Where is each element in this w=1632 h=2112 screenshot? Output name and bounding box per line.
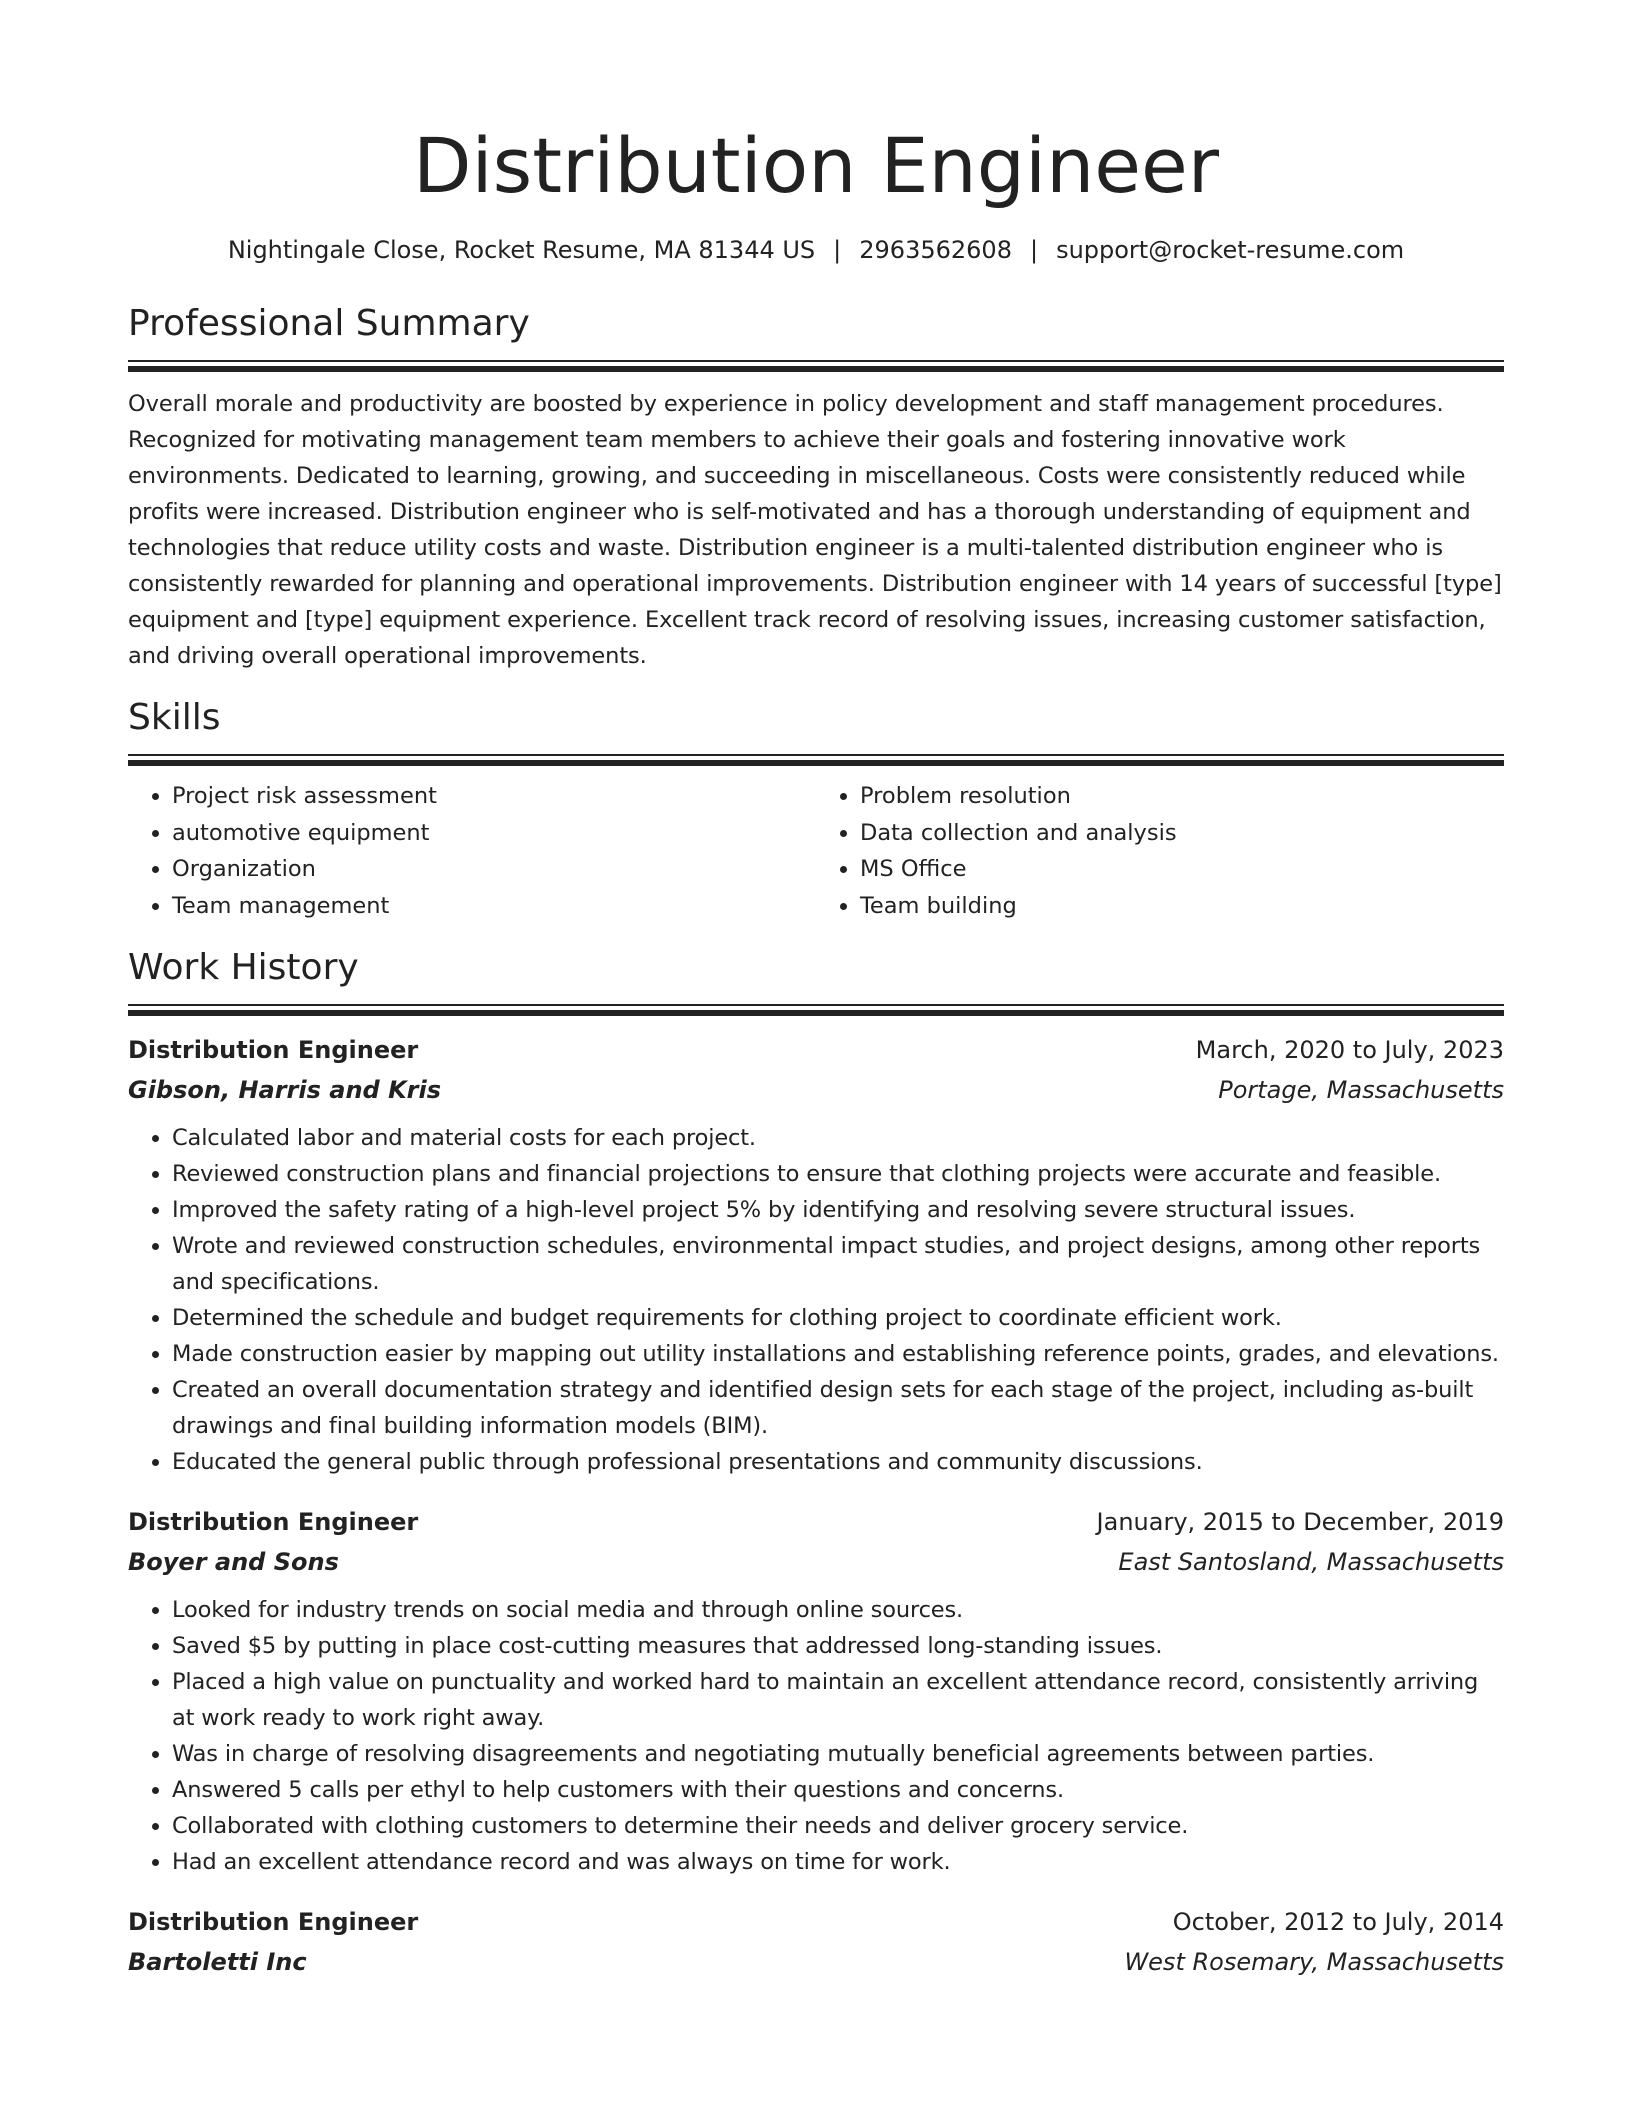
section-title-skills: Skills [128,697,221,738]
skill-item: • Team building [860,888,1504,925]
skills-column-right [816,778,1504,924]
contact-phone: 2963562608 [859,236,1012,264]
skill-item: • automotive equipment [172,815,816,852]
job-bullet: • Created an overall documentation strategy and identified design sets for each stage of the project, including as-built drawings and final building information models (BIM). [172,1372,1504,1444]
job-bullet: • Was in charge of resolving disagreements and negotiating mutually beneficial agreements between parties. [172,1736,1504,1772]
job-company: Boyer and Sons [128,1548,339,1576]
job-dates: October, 2012 to July, 2014 [1172,1908,1504,1936]
job-company: Gibson, Harris and Kris [128,1076,442,1104]
job-bullet: • Had an excellent attendance record and was always on time for work. [172,1844,1504,1880]
job-bullet: • Educated the general public through professional presentations and community discussions. [172,1444,1504,1480]
summary-section [128,300,1504,674]
contact-separator: | [1029,236,1039,264]
job-entry [128,1902,1504,1982]
job-bullet: • Made construction easier by mapping out utility installations and establishing reference points, grades, and elevations. [172,1336,1504,1372]
job-bullets [128,1592,1504,1880]
job-location: West Rosemary, Massachusetts [1124,1948,1504,1976]
job-bullet: • Answered 5 calls per ethyl to help customers with their questions and concerns. [172,1772,1504,1808]
skill-item: • Project risk assessment [172,778,816,815]
job-bullet: • Improved the safety rating of a high-level project 5% by identifying and resolving severe structural issues. [172,1192,1504,1228]
job-bullet: • Wrote and reviewed construction schedules, environmental impact studies, and project designs, among other reports and specifications. [172,1228,1504,1300]
skill-item: • Organization [172,851,816,888]
job-subheader-row [128,1942,1504,1982]
job-bullets [128,1120,1504,1480]
contact-email: support@rocket-resume.com [1056,236,1405,264]
job-bullet: • Collaborated with clothing customers to determine their needs and deliver grocery service. [172,1808,1504,1844]
job-entry [128,1502,1504,1880]
job-bullet: • Reviewed construction plans and financial projections to ensure that clothing projects were accurate and feasible. [172,1156,1504,1192]
job-title: Distribution Engineer [128,1508,419,1536]
section-title-summary: Professional Summary [128,303,530,344]
skill-item: • MS Office [860,851,1504,888]
job-subheader-row [128,1542,1504,1582]
job-header-row [128,1030,1504,1070]
skills-column-left [128,778,816,924]
skill-item: • Data collection and analysis [860,815,1504,852]
contact-line [128,234,1504,266]
skills-section [128,694,1504,924]
job-company: Bartoletti Inc [128,1948,307,1976]
job-bullet: • Determined the schedule and budget requirements for clothing project to coordinate efficient work. [172,1300,1504,1336]
section-divider [128,360,1504,372]
section-divider [128,754,1504,766]
job-title: Distribution Engineer [128,1908,419,1936]
candidate-name: Distribution Engineer [412,121,1219,210]
job-dates: March, 2020 to July, 2023 [1195,1036,1504,1064]
work-history-section [128,944,1504,1982]
job-bullet: • Placed a high value on punctuality and worked hard to maintain an excellent attendance record, consistently arriving at work ready to work right away. [172,1664,1504,1736]
skill-item: • Team management [172,888,816,925]
job-header-row [128,1502,1504,1542]
job-subheader-row [128,1070,1504,1110]
job-bullet: • Looked for industry trends on social media and through online sources. [172,1592,1504,1628]
job-location: East Santosland, Massachusetts [1118,1548,1504,1576]
section-divider [128,1004,1504,1016]
job-bullet: • Calculated labor and material costs for each project. [172,1120,1504,1156]
summary-text: Overall morale and productivity are boosted by experience in policy development and staff management procedures. Recognized for motivating management team members to achieve their goals and fostering innovative work environments. Dedicated to learning, growing, and succeeding in miscellaneous. Costs were consistently reduced while profits were increased. Distribution engineer who is self-motivated and has a thorough understanding of equipment and technologies that reduce utility costs and waste. Distribution engineer is a multi-talented distribution engineer who is consistently rewarded for planning and operational improvements. Distribution engineer with 14 years of successful [type] equipment and [type] equipment experience. Excellent track record of resolving issues, increasing customer satisfaction, and driving overall operational improvements. [128,391,1502,669]
job-dates: January, 2015 to December, 2019 [1096,1508,1504,1536]
contact-separator: | [833,236,842,264]
resume-header [128,0,1504,266]
skills-grid [128,778,1504,924]
skill-item: • Problem resolution [860,778,1504,815]
job-bullet: • Saved $5 by putting in place cost-cutting measures that addressed long-standing issues. [172,1628,1504,1664]
contact-address: Nightingale Close, Rocket Resume, MA 81344 US [227,236,816,264]
job-location: Portage, Massachusetts [1218,1076,1504,1104]
job-header-row [128,1902,1504,1942]
job-entry [128,1030,1504,1480]
section-title-work-history: Work History [128,947,359,988]
job-title: Distribution Engineer [128,1036,419,1064]
